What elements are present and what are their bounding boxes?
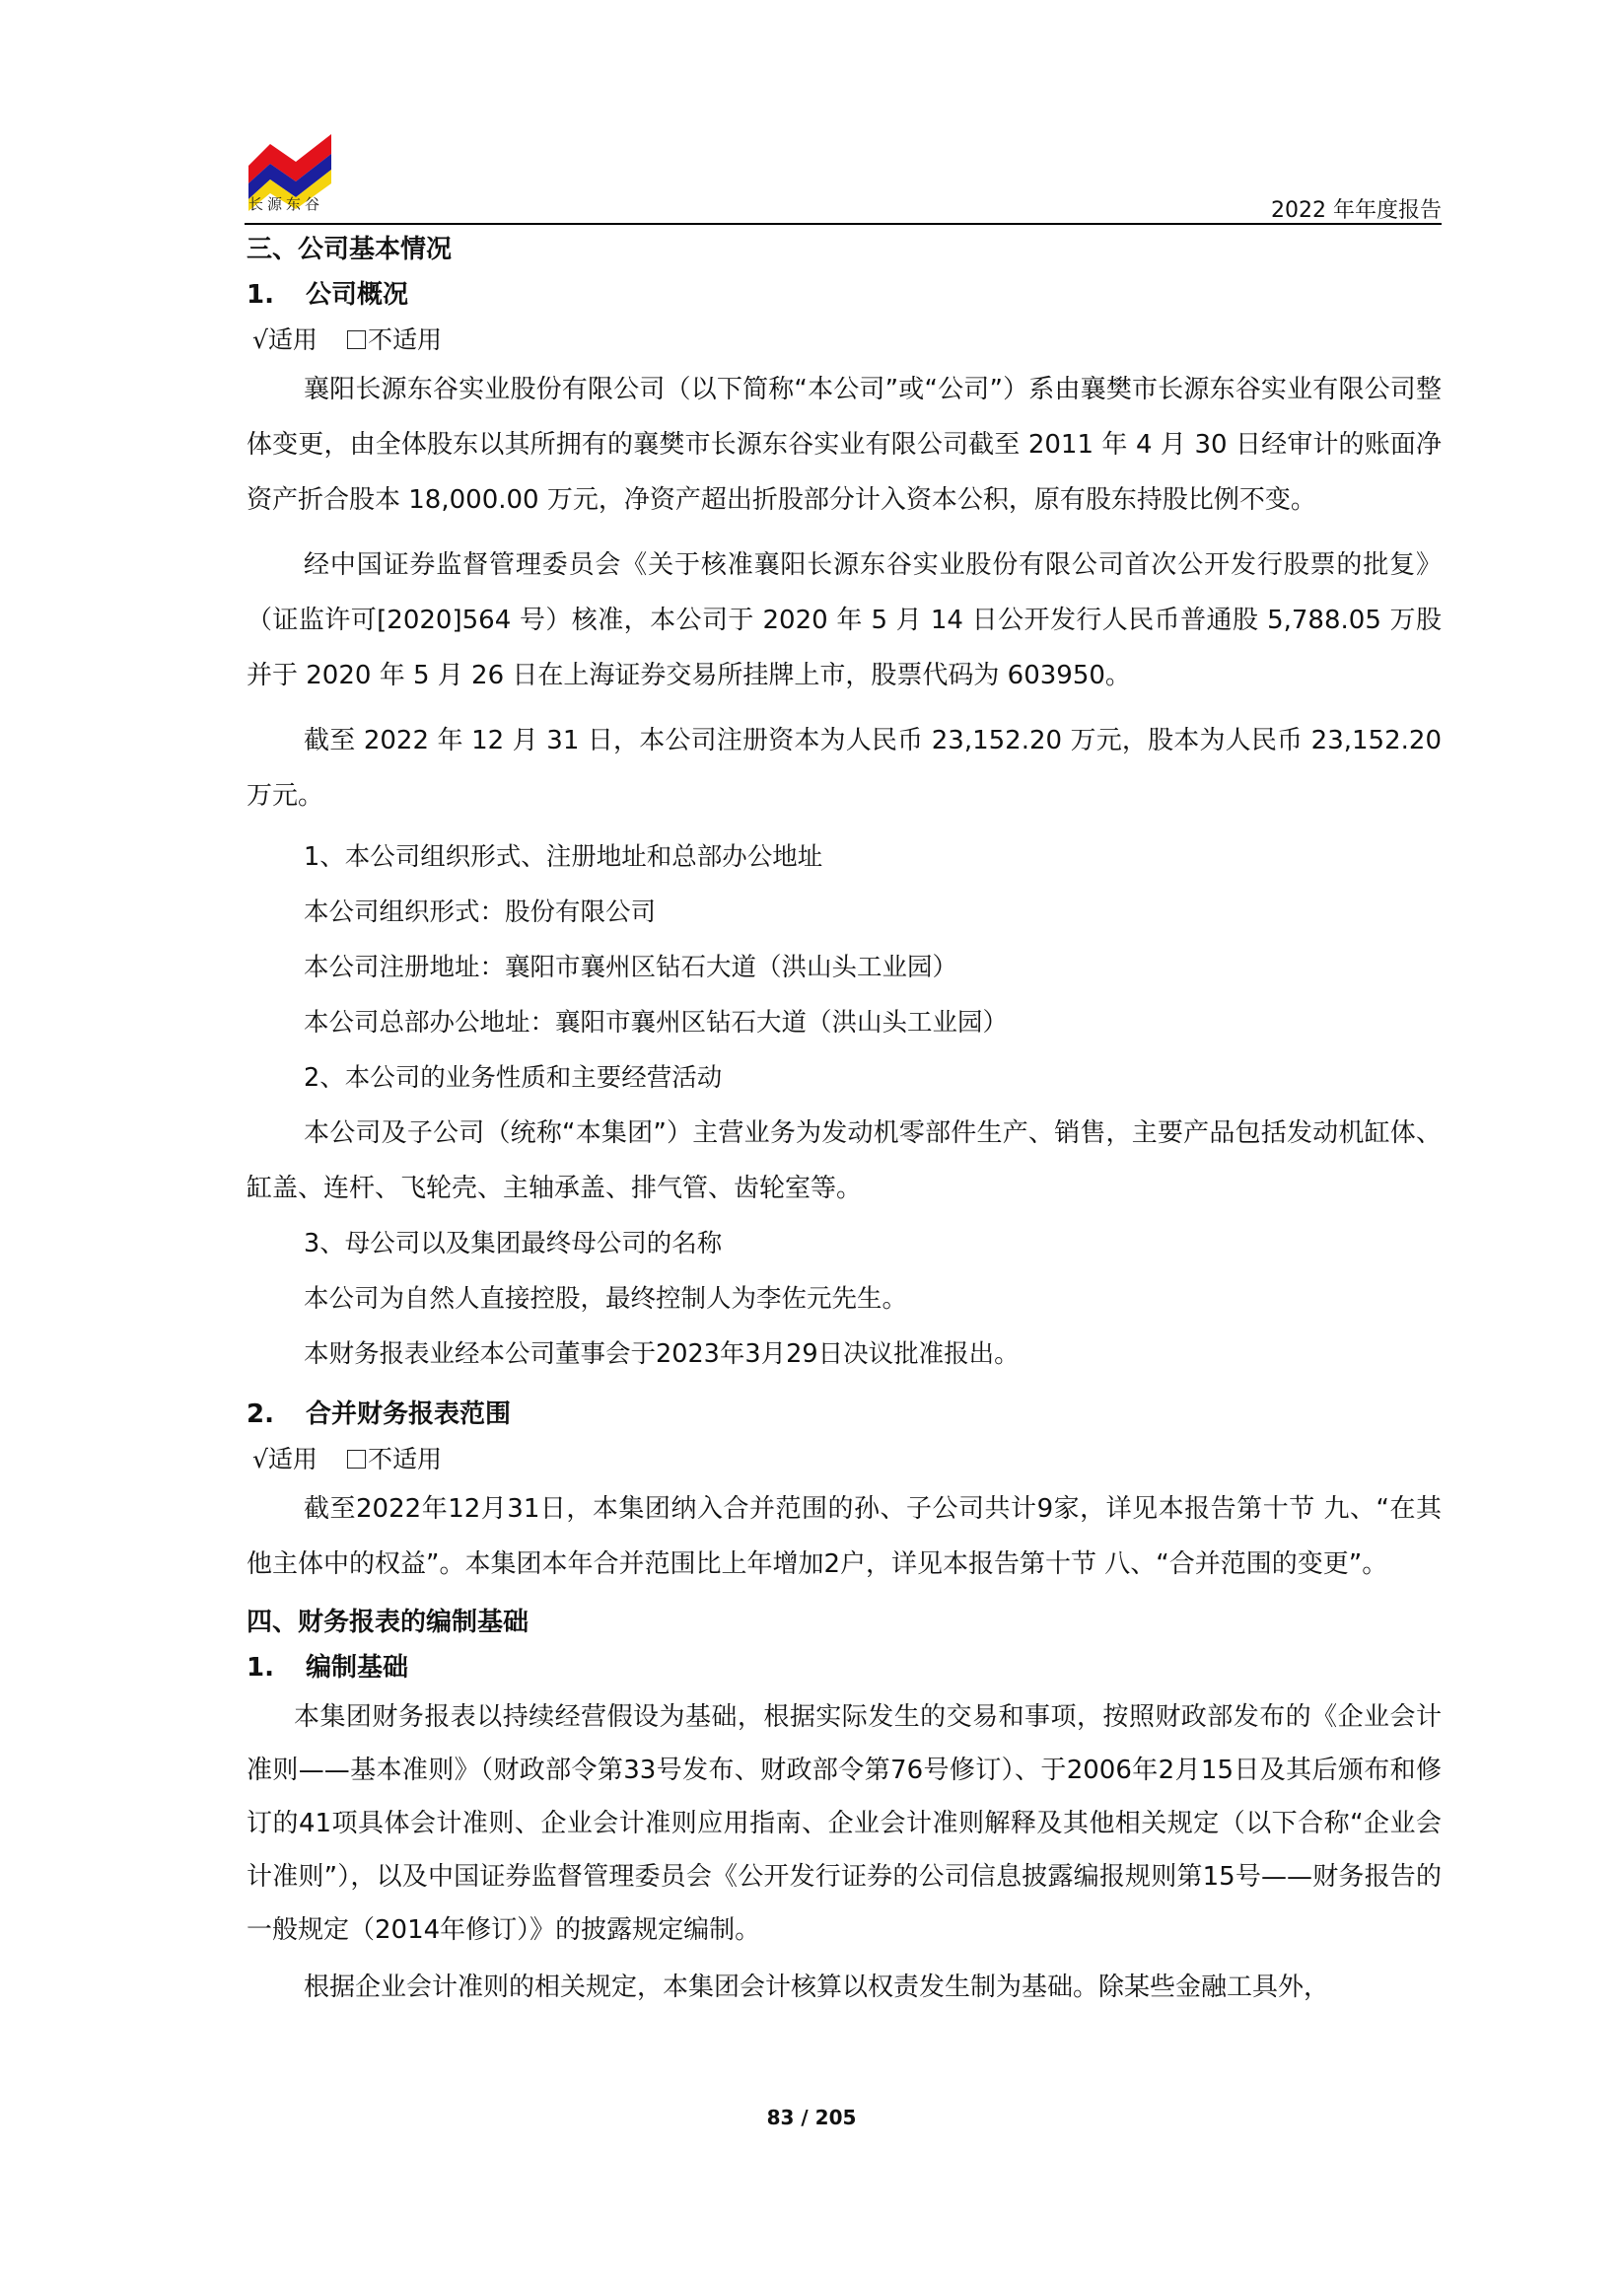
option-applicable: √适用 xyxy=(252,325,318,354)
paragraph: 根据企业会计准则的相关规定，本集团会计核算以权责发生制为基础。除某些金融工具外， xyxy=(304,1973,1330,2002)
text-line: 2、本公司的业务性质和主要经营活动 xyxy=(304,1063,723,1093)
subsection-number: 2. xyxy=(247,1399,274,1429)
text-line: 本公司总部办公地址：襄阳市襄州区钻石大道（洪山头工业园） xyxy=(304,1008,1009,1038)
applicability-options xyxy=(247,318,1442,362)
paragraph: 截至 2022 年 12 月 31 日，本公司注册资本为人民币 23,152.20 万元，股本为人民币 23,152.20 万元。 xyxy=(247,726,1442,811)
page-number: 83 / 205 xyxy=(766,2106,857,2129)
logo-text: 长源东谷 xyxy=(248,195,324,213)
paragraph: 本集团财务报表以持续经营假设为基础，根据实际发生的交易和事项，按照财政部发布的《企业会计准则——基本准则》（财政部令第33号发布、财政部令第76号修订）、于2006年2月15日及其后颁布和修订的41项具体会计准则、企业会计准则应用指南、企业会计准则解释及其他相关规定（以下合称“企业会计准则”），以及中国证券监督管理委员会《公开发行证券的公司信息披露编报规则第15号——财务报告的一般规定（2014年修订）》的披露规定编制。 xyxy=(247,1702,1442,1945)
applicability-options xyxy=(247,1437,1442,1481)
option-applicable: √适用 xyxy=(252,1445,318,1473)
text-line: 本公司注册地址：襄阳市襄州区钻石大道（洪山头工业园） xyxy=(304,953,958,982)
section-heading: 三、公司基本情况 xyxy=(247,235,453,264)
paragraph: 襄阳长源东谷实业股份有限公司（以下简称“本公司”或“公司”）系由襄樊市长源东谷实业有限公司整体变更，由全体股东以其所拥有的襄樊市长源东谷实业有限公司截至 2011 年 4 月 30 日经审计的账面净资产折合股本 18,000.00 万元，净资产超出折股部分计入资本公积，原有股东持股比例不变。 xyxy=(247,375,1442,515)
option-not-applicable: 不适用 xyxy=(367,325,442,354)
text-line: 本公司为自然人直接控股，最终控制人为李佐元先生。 xyxy=(304,1284,908,1314)
subsection-heading xyxy=(247,1392,1442,1437)
subsection-heading xyxy=(247,1645,1442,1690)
text-line: 1、本公司组织形式、注册地址和总部办公地址 xyxy=(304,842,823,872)
subsection-number: 1. xyxy=(247,1653,274,1683)
document-body xyxy=(247,227,1442,2014)
text-line: 本财务报表业经本公司董事会于2023年3月29日决议批准报出。 xyxy=(304,1339,1020,1369)
paragraph: 截至2022年12月31日，本集团纳入合并范围的孙、子公司共计9家，详见本报告第十节 九、“在其他主体中的权益”。本集团本年合并范围比上年增加2户，详见本报告第十节 八、“合并范围的变更”。 xyxy=(247,1494,1442,1579)
subsection-title: 合并财务报表范围 xyxy=(306,1399,512,1429)
subsection-heading xyxy=(247,272,1442,318)
text-line: 3、母公司以及集团最终母公司的名称 xyxy=(304,1229,723,1258)
checkbox-icon xyxy=(347,330,366,349)
paragraph: 经中国证券监督管理委员会《关于核准襄阳长源东谷实业股份有限公司首次公开发行股票的批复》（证监许可[2020]564 号）核准，本公司于 2020 年 5 月 14 日公开发行人民币普通股 5,788.05 万股并于 2020 年 5 月 26 日在上海证券交易所挂牌上市，股票代码为 603950。 xyxy=(247,550,1442,690)
report-title: 2022 年年度报告 xyxy=(1271,198,1442,223)
subsection-number: 1. xyxy=(247,280,274,310)
subsection-title: 公司概况 xyxy=(306,280,409,310)
text-line: 本公司组织形式：股份有限公司 xyxy=(304,897,657,927)
option-not-applicable: 不适用 xyxy=(367,1445,442,1473)
checkbox-icon xyxy=(347,1450,366,1469)
section-heading: 四、财务报表的编制基础 xyxy=(247,1608,529,1637)
subsection-title: 编制基础 xyxy=(306,1653,409,1683)
paragraph: 本公司及子公司（统称“本集团”）主营业务为发动机零部件生产、销售，主要产品包括发动机缸体、缸盖、连杆、飞轮壳、主轴承盖、排气管、齿轮室等。 xyxy=(247,1118,1442,1203)
header-divider xyxy=(245,223,1442,225)
